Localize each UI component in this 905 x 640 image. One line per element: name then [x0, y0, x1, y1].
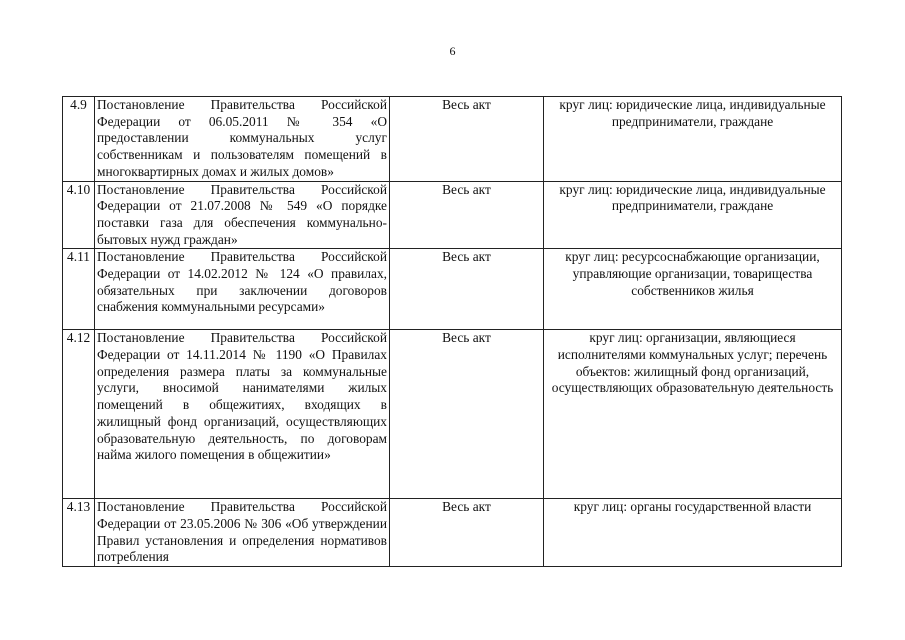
- page-number: 6: [449, 44, 456, 58]
- act-circle-of-persons: круг лиц: юридические лица, индивидуальные предприниматели, граждане: [544, 181, 842, 249]
- table-row: [63, 181, 842, 249]
- act-scope: Весь акт: [390, 249, 544, 330]
- act-scope: Весь акт: [390, 499, 544, 567]
- act-title: Постановление Правительства Российской Федерации от 23.05.2006 № 306 «Об утверждении Правил установления и определения нормативов потребления: [95, 499, 390, 567]
- act-circle-of-persons: круг лиц: органы государственной власти: [544, 499, 842, 567]
- table-row: [63, 249, 842, 330]
- act-title: Постановление Правительства Российской Федерации от 14.02.2012 № 124 «О правилах, обязательных при заключении договоров снабжения коммунальными ресурсами»: [95, 249, 390, 330]
- act-title: Постановление Правительства Российской Федерации от 21.07.2008 № 549 «О порядке поставки газа для обеспечения коммунально-бытовых нужд граждан»: [95, 181, 390, 249]
- table-row: [63, 499, 842, 567]
- act-title: Постановление Правительства Российской Федерации от 06.05.2011 № 354 «О предоставлении коммунальных услуг собственникам и пользователям помещений в многоквартирных домах и жилых домов»: [95, 97, 390, 182]
- row-number: 4.10: [63, 181, 95, 249]
- act-scope: Весь акт: [390, 181, 544, 249]
- act-scope: Весь акт: [390, 97, 544, 182]
- act-circle-of-persons: круг лиц: юридические лица, индивидуальные предприниматели, граждане: [544, 97, 842, 182]
- row-number: 4.12: [63, 330, 95, 499]
- act-circle-of-persons: круг лиц: организации, являющиеся исполнителями коммунальных услуг; перечень объектов: жилищный фонд организаций, осуществляющих образовательную деятельность: [544, 330, 842, 499]
- row-number: 4.11: [63, 249, 95, 330]
- table-row: [63, 330, 842, 499]
- act-title: Постановление Правительства Российской Федерации от 14.11.2014 № 1190 «О Правилах определения размера платы за коммунальные услуги, вносимой нанимателями жилых помещений в общежитиях, входящих в жилищный фонд организаций, осуществляющих образовательную деятельность, по договорам найма жилого помещения в общежитии»: [95, 330, 390, 499]
- act-scope: Весь акт: [390, 330, 544, 499]
- legal-acts-table: [62, 96, 842, 567]
- table-row: [63, 97, 842, 182]
- row-number: 4.13: [63, 499, 95, 567]
- act-circle-of-persons: круг лиц: ресурсоснабжающие организации, управляющие организации, товарищества собственников жилья: [544, 249, 842, 330]
- row-number: 4.9: [63, 97, 95, 182]
